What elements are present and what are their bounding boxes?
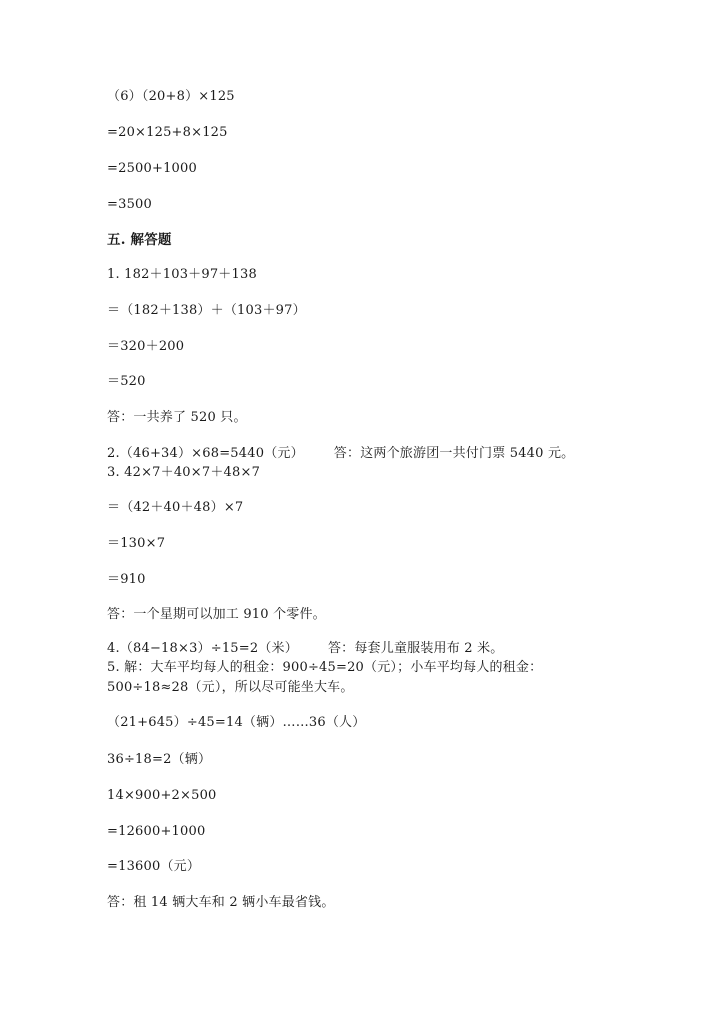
q1-line3: ＝320＋200 [107,339,185,354]
item6-step1: =20×125+8×125 [107,125,228,140]
q4-answer: 答：每套儿童服装用布 2 米。 [327,641,504,656]
q5-line3: （21+645）÷45=14（辆）……36（人） [107,715,366,730]
q1-line1: 1. 182＋103＋97＋138 [107,267,257,282]
item6-step2: =2500+1000 [107,161,197,176]
q1-line2: ＝（182＋138）＋（103＋97） [107,303,306,318]
q5-line4: 36÷18=2（辆） [107,752,212,767]
q3-line4: ＝910 [107,572,146,587]
section-heading: 五. 解答题 [107,232,172,248]
item6-result: =3500 [107,197,152,212]
q1-line4: ＝520 [107,374,146,389]
q5-line2: 500÷18≈28（元），所以尽可能坐大车。 [107,680,354,695]
item6-title: （6）（20+8）×125 [107,89,235,104]
q3-line3: ＝130×7 [107,536,166,551]
q3-line1: 3. 42×7＋40×7＋48×7 [107,465,261,480]
q5-line7: =13600（元） [107,859,201,874]
q5-answer: 答：租 14 辆大车和 2 辆小车最省钱。 [107,895,335,910]
q4-line [107,641,504,657]
q4-calc: 4.（84−18×3）÷15=2（米） [107,641,298,656]
q2-line [107,446,574,462]
q3-line2: ＝（42＋40＋48）×7 [107,500,244,515]
q5-line6: =12600+1000 [107,824,206,839]
q3-answer: 答：一个星期可以加工 910 个零件。 [107,607,326,622]
q2-calc: 2.（46+34）×68=5440（元） [107,446,304,461]
q5-line1: 5. 解：大车平均每人的租金：900÷45=20（元）；小车平均每人的租金： [107,660,543,675]
q2-answer: 答：这两个旅游团一共付门票 5440 元。 [333,446,575,461]
q5-line5: 14×900+2×500 [107,788,217,803]
q1-answer: 答：一共养了 520 只。 [107,410,247,425]
